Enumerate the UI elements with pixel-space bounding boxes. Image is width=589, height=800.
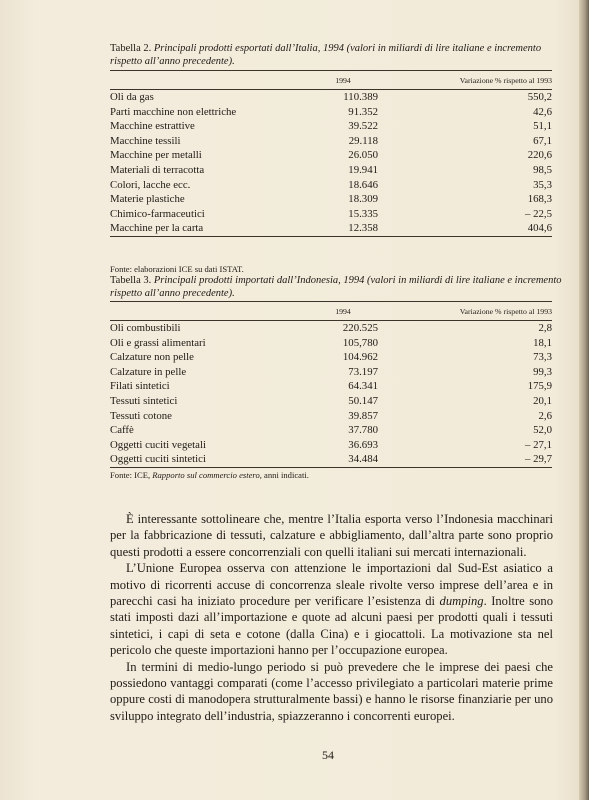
page-number: 54 bbox=[322, 748, 334, 762]
table-row bbox=[110, 90, 552, 105]
table-row bbox=[110, 134, 552, 149]
table3-source bbox=[110, 470, 309, 480]
table-row bbox=[110, 148, 552, 163]
book-edge bbox=[579, 0, 589, 800]
value-cell: 34.484 bbox=[308, 452, 378, 467]
table2-header-year: 1994 bbox=[308, 71, 378, 90]
table3-header-change: Variazione % rispetto al 1993 bbox=[378, 302, 552, 321]
change-cell: 220,6 bbox=[527, 149, 552, 162]
table2-title: Principali prodotti esportati dall’Italia, 1994 (valori in miliardi di lire italiane e incremento rispetto all’anno precedente). bbox=[110, 43, 542, 67]
value-cell: 18.646 bbox=[348, 178, 378, 191]
table-row bbox=[110, 394, 552, 409]
value-cell: 73.197 bbox=[348, 365, 378, 378]
paragraph-2 bbox=[110, 560, 553, 658]
product-cell: Parti macchine non elettriche bbox=[110, 105, 237, 118]
table3-header-year: 1994 bbox=[308, 302, 378, 321]
value-cell: 18.309 bbox=[348, 193, 378, 206]
product-cell: Oli combustibili bbox=[110, 322, 181, 334]
product-cell: Oggetti cuciti vegetali bbox=[110, 438, 206, 451]
table-row bbox=[110, 192, 552, 207]
paragraph-2-b: . Inoltre sono stati imposti dazi all’importazione e quote ad alcuni paesi per prodotti quali i tessuti sintetici, i capi di seta e cotone (dalla Cina) e i giocattoli. La motivazione sta nel pericolo che queste importazioni hanno per l’occupazione europea. bbox=[110, 594, 553, 658]
table-row bbox=[110, 409, 552, 424]
change-cell: 99,3 bbox=[533, 365, 552, 378]
change-cell: – 22,5 bbox=[525, 207, 552, 220]
change-cell: 35,3 bbox=[533, 178, 552, 191]
table-row bbox=[110, 221, 552, 236]
product-cell: Materie plastiche bbox=[110, 193, 185, 206]
paragraph-1: È interessante sottolineare che, mentre l’Italia esporta verso l’Indonesia macchinari per la fabbricazione di tessuti, calzature e abbigliamento, dall’altra parte sono proprio questi prodotti a essere concorrenziali con quelli italiani sui mercati internazionali. bbox=[110, 512, 553, 559]
table2 bbox=[110, 70, 552, 237]
table2-header-change: Variazione % rispetto al 1993 bbox=[378, 71, 552, 90]
change-cell: 42,6 bbox=[533, 105, 552, 118]
product-cell: Oli da gas bbox=[110, 91, 154, 103]
product-cell: Macchine tessili bbox=[110, 134, 181, 147]
value-cell: 50.147 bbox=[348, 394, 378, 407]
value-cell: 36.693 bbox=[348, 438, 378, 451]
product-cell: Macchine estrattive bbox=[110, 120, 195, 133]
table-row bbox=[110, 452, 552, 467]
change-cell: 2,8 bbox=[538, 322, 552, 334]
product-cell: Filati sintetici bbox=[110, 380, 170, 393]
product-cell: Macchine per metalli bbox=[110, 149, 202, 162]
value-cell: 91.352 bbox=[348, 105, 378, 118]
table2-label: Tabella 2. bbox=[110, 43, 152, 54]
table-row bbox=[110, 423, 552, 438]
table3-source-suffix: anni indicati. bbox=[261, 470, 309, 480]
table-row bbox=[110, 336, 552, 351]
table-row bbox=[110, 438, 552, 453]
value-cell: 220.525 bbox=[342, 322, 378, 334]
body-text bbox=[110, 511, 553, 724]
change-cell: 67,1 bbox=[533, 134, 552, 147]
change-cell: 73,3 bbox=[533, 351, 552, 364]
value-cell: 39.857 bbox=[348, 409, 378, 422]
table3-header-blank bbox=[110, 302, 308, 321]
table-row bbox=[110, 105, 552, 120]
product-cell: Tessuti sintetici bbox=[110, 394, 178, 407]
product-cell: Materiali di terracotta bbox=[110, 163, 205, 176]
value-cell: 64.341 bbox=[348, 380, 378, 393]
product-cell: Colori, lacche ecc. bbox=[110, 178, 191, 191]
table3-title: Principali prodotti importati dall’Indonesia, 1994 (valori in miliardi di lire italiane e incremento rispetto all’anno precedente). bbox=[110, 275, 562, 299]
table-row bbox=[110, 163, 552, 178]
table3-source-prefix: Fonte: ICE, bbox=[110, 470, 153, 480]
change-cell: – 27,1 bbox=[525, 438, 552, 451]
change-cell: 404,6 bbox=[378, 221, 552, 236]
table2-header-blank bbox=[110, 71, 308, 90]
table3 bbox=[110, 301, 552, 468]
value-cell: 37.780 bbox=[348, 424, 378, 437]
product-cell: Chimico-farmaceutici bbox=[110, 207, 205, 220]
paragraph-3: In termini di medio-lungo periodo si può prevedere che le imprese dei paesi che possiedono vantaggi comparati (come l’accesso privilegiato a particolari materie prime oppure costi di manodopera strutturalmente bassi) e hanno le risorse finanziarie per uno sviluppo integrato dell’industria, spiazzeranno i concorrenti europei. bbox=[110, 659, 553, 723]
table-row bbox=[110, 379, 552, 394]
product-cell: Oli e grassi alimentari bbox=[110, 336, 206, 349]
value-cell: 105,780 bbox=[342, 336, 378, 349]
table3-caption bbox=[110, 274, 565, 300]
paragraph-2-emphasis: dumping bbox=[439, 594, 484, 609]
change-cell: 98,5 bbox=[533, 163, 552, 176]
change-cell: 52,0 bbox=[533, 424, 552, 437]
change-cell: 550,2 bbox=[527, 91, 552, 103]
table2-source: Fonte: elaborazioni ICE su dati ISTAT. bbox=[110, 264, 244, 274]
table-row bbox=[110, 321, 552, 336]
table-row bbox=[110, 365, 552, 380]
change-cell: – 29,7 bbox=[378, 452, 552, 467]
product-cell: Calzature in pelle bbox=[110, 365, 187, 378]
change-cell: 18,1 bbox=[533, 336, 552, 349]
change-cell: 2,6 bbox=[538, 409, 552, 422]
value-cell: 104.962 bbox=[342, 351, 378, 364]
product-cell: Tessuti cotone bbox=[110, 409, 172, 422]
value-cell: 110.389 bbox=[343, 91, 378, 103]
value-cell: 12.358 bbox=[308, 221, 378, 236]
table-row bbox=[110, 350, 552, 365]
table2-caption bbox=[110, 42, 565, 68]
value-cell: 39.522 bbox=[348, 120, 378, 133]
value-cell: 29.118 bbox=[348, 134, 378, 147]
table3-source-title: Rapporto sul commercio estero, bbox=[152, 470, 262, 480]
product-cell: Oggetti cuciti sintetici bbox=[110, 452, 308, 467]
change-cell: 51,1 bbox=[533, 120, 552, 133]
value-cell: 19.941 bbox=[348, 163, 378, 176]
product-cell: Macchine per la carta bbox=[110, 221, 308, 236]
table-row bbox=[110, 178, 552, 193]
product-cell: Calzature non pelle bbox=[110, 351, 194, 364]
value-cell: 26.050 bbox=[348, 149, 378, 162]
product-cell: Caffè bbox=[110, 424, 134, 437]
change-cell: 175,9 bbox=[527, 380, 552, 393]
table-row bbox=[110, 207, 552, 222]
paragraph-2-a: L’Unione Europea osserva con attenzione le importazioni dal Sud-Est asiatico a motivo di ricorrenti accuse di concorrenza sleale rivolte verso imprese dell’area e in parecchi casi ha iniziato procedure per verificare l’esistenza di bbox=[110, 561, 553, 609]
change-cell: 168,3 bbox=[527, 193, 552, 206]
table3-label: Tabella 3. bbox=[110, 275, 152, 286]
table-row bbox=[110, 119, 552, 134]
value-cell: 15.335 bbox=[348, 207, 378, 220]
change-cell: 20,1 bbox=[533, 394, 552, 407]
